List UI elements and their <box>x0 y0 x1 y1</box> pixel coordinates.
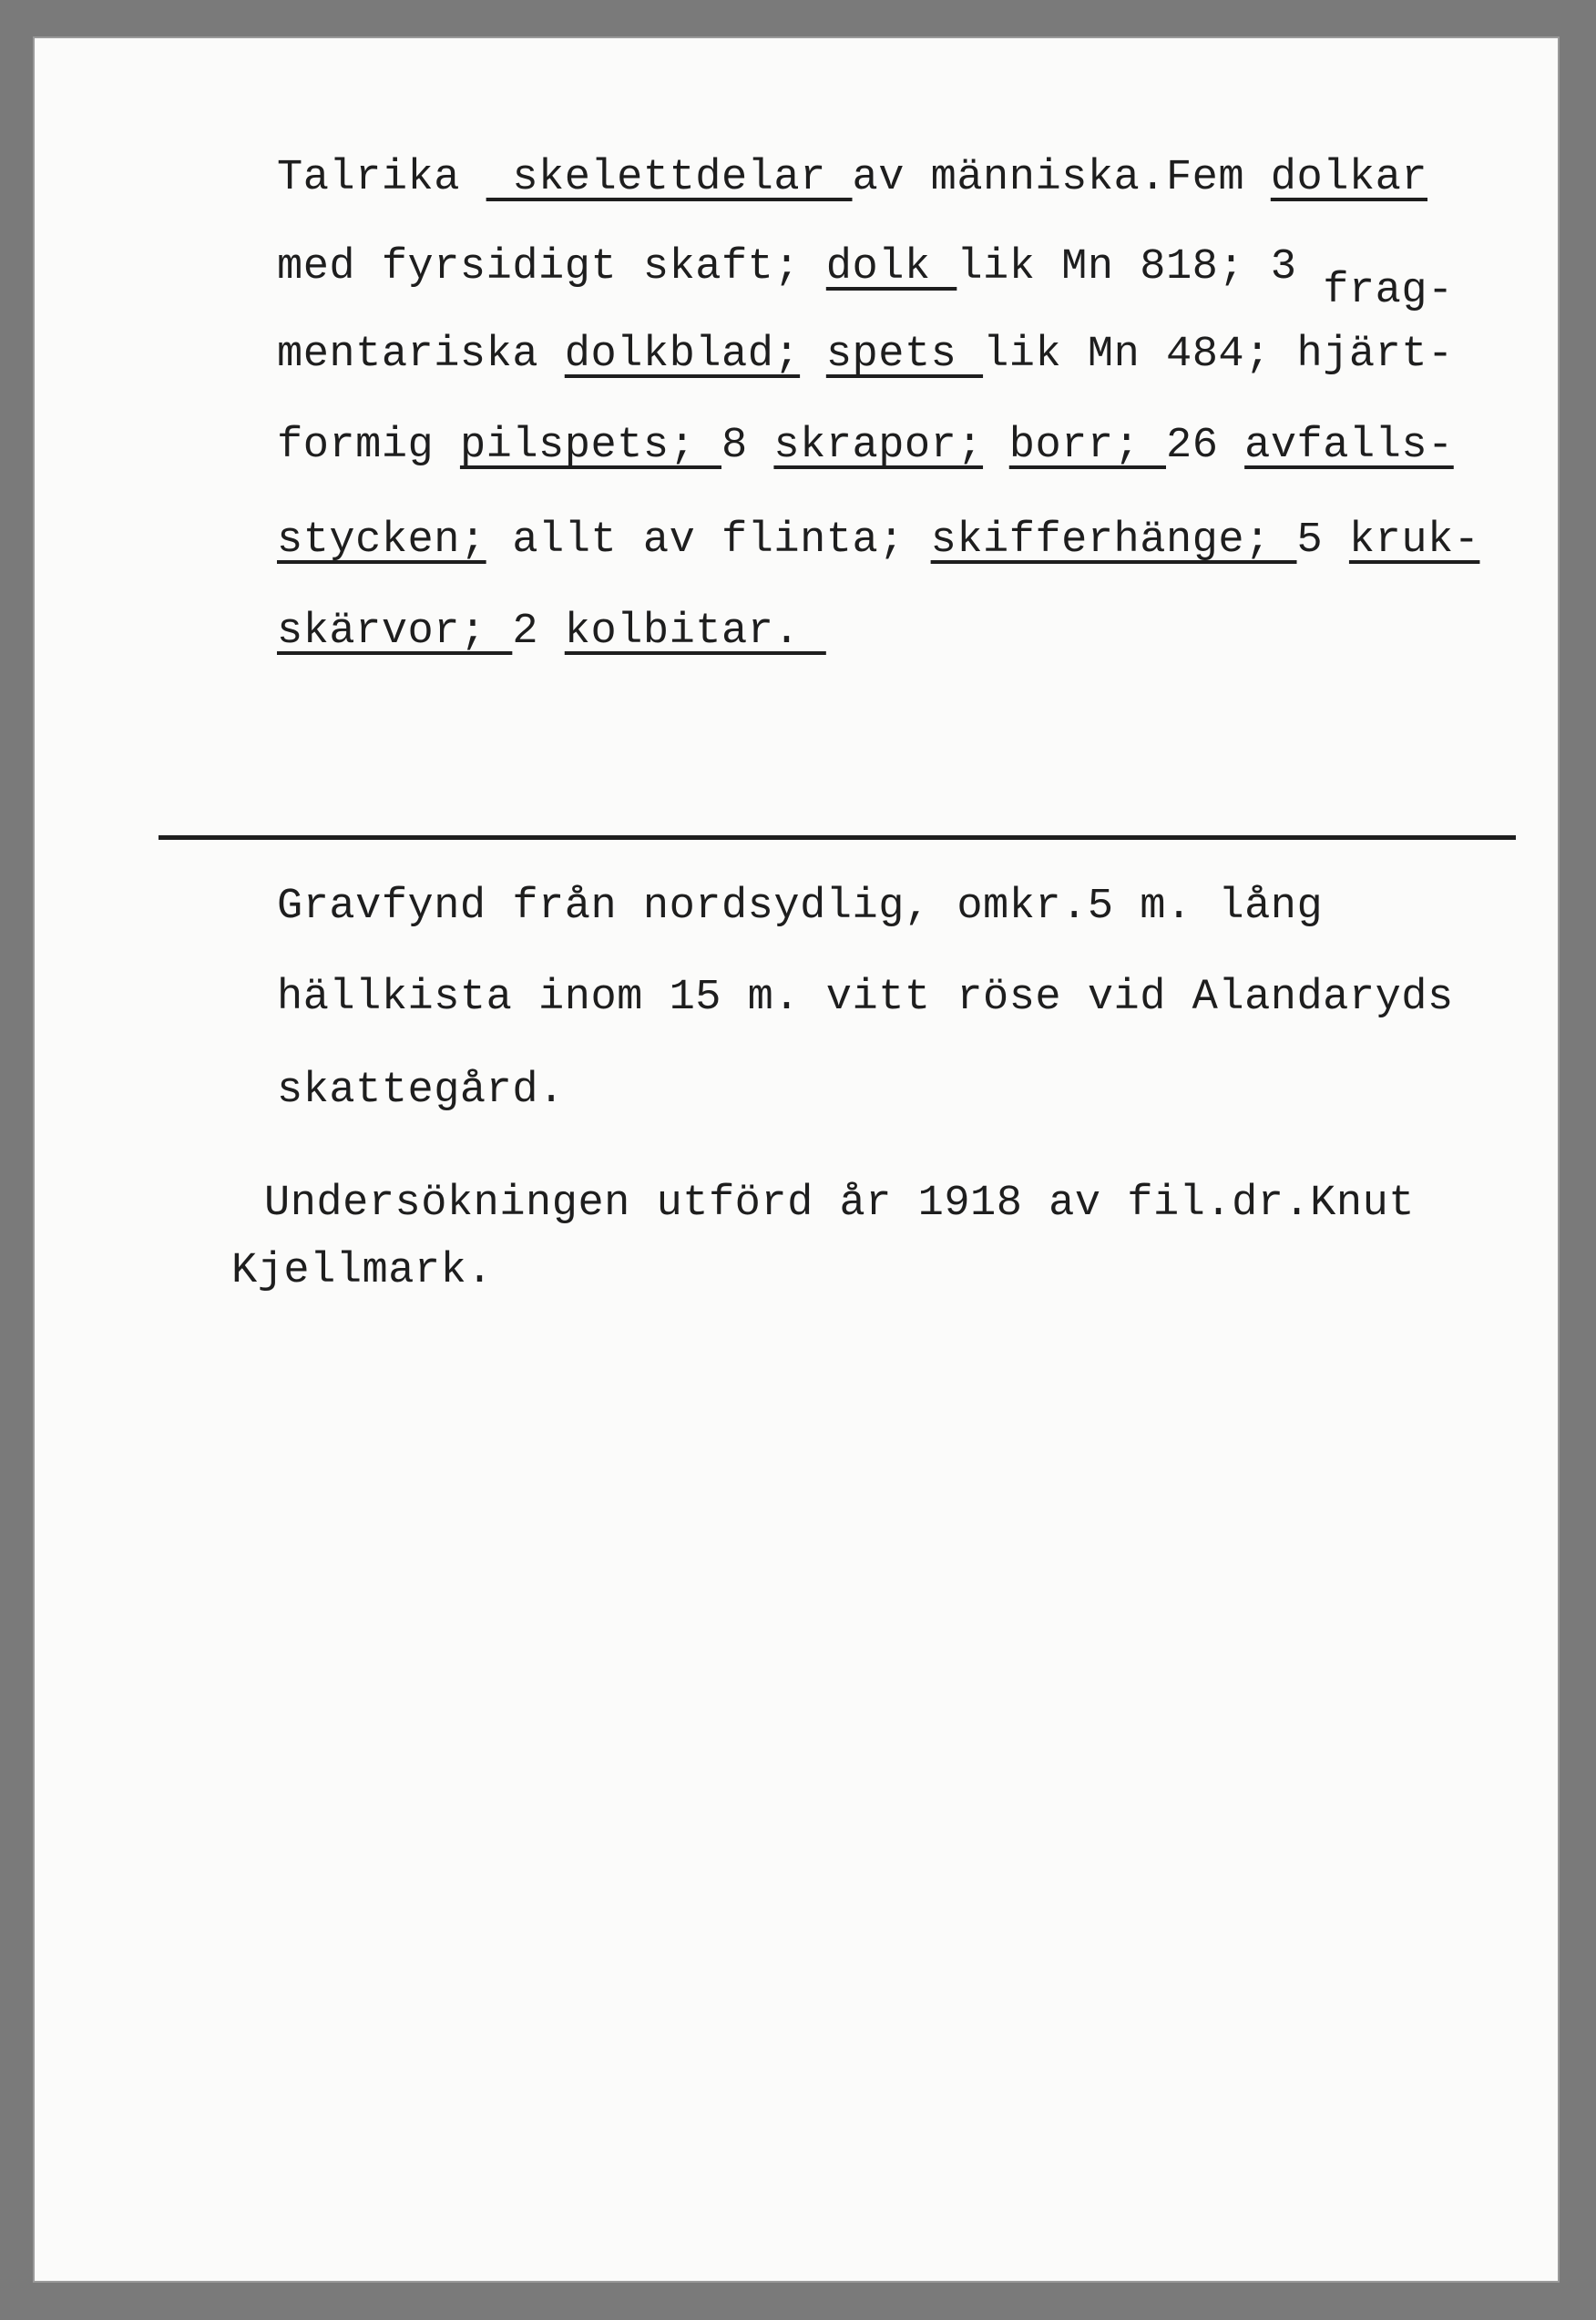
p1-line5 <box>277 516 1480 565</box>
text-segment: Talrika <box>277 154 486 202</box>
p1-line1 <box>277 154 1428 202</box>
p2-line2: hällkista inom 15 m. vitt röse vid Alandaryds <box>277 974 1454 1022</box>
text-segment: avfalls- <box>1244 422 1454 470</box>
text-segment: pilspets; <box>459 422 721 470</box>
text-segment: stycken; <box>277 516 486 565</box>
text-segment: 5 <box>1296 516 1349 565</box>
text-segment: mentariska <box>277 331 565 379</box>
text-segment: lik Mn 818; 3 <box>957 243 1324 291</box>
text-segment: med fyrsidigt skaft; <box>277 243 826 291</box>
text-segment: frag- <box>1323 267 1454 315</box>
p1-line2 <box>277 243 1454 315</box>
text-segment: skifferhänge; <box>930 516 1297 565</box>
text-segment: dolkblad; <box>564 331 801 379</box>
text-segment: formig <box>277 422 460 470</box>
text-segment: 26 <box>1166 422 1245 470</box>
catalog-card <box>35 38 1558 2281</box>
text-segment: kolbitar. <box>564 608 826 656</box>
text-segment: 8 <box>721 422 774 470</box>
p2-line3: skattegård. <box>277 1067 565 1115</box>
text-segment: skrapor; <box>773 422 984 470</box>
p1-line3 <box>277 331 1454 379</box>
p1-line4 <box>277 422 1454 470</box>
p2-line1: Gravfynd från nordsydlig, omkr.5 m. lång <box>277 883 1324 931</box>
divider-rule <box>159 835 1516 840</box>
text-segment: skärvor; <box>277 608 513 656</box>
text-segment: borr; <box>1008 422 1166 470</box>
p3-line2: Kjellmark. <box>231 1247 494 1295</box>
text-segment <box>983 422 1009 470</box>
p3-line1: Undersökningen utförd år 1918 av fil.dr.Knut <box>264 1180 1416 1228</box>
text-segment: av människa.Fem <box>852 154 1271 202</box>
text-segment: lik Mn 484; hjärt- <box>983 331 1454 379</box>
text-segment: dolkar <box>1270 154 1428 202</box>
text-segment <box>800 331 826 379</box>
p1-line6 <box>277 608 826 656</box>
text-segment: 2 <box>512 608 565 656</box>
text-segment: allt av flinta; <box>486 516 931 565</box>
text-segment: kruk- <box>1348 516 1480 565</box>
text-segment: spets <box>825 331 984 379</box>
text-segment: dolk <box>825 243 957 291</box>
text-segment: skelettdelar <box>486 154 853 202</box>
